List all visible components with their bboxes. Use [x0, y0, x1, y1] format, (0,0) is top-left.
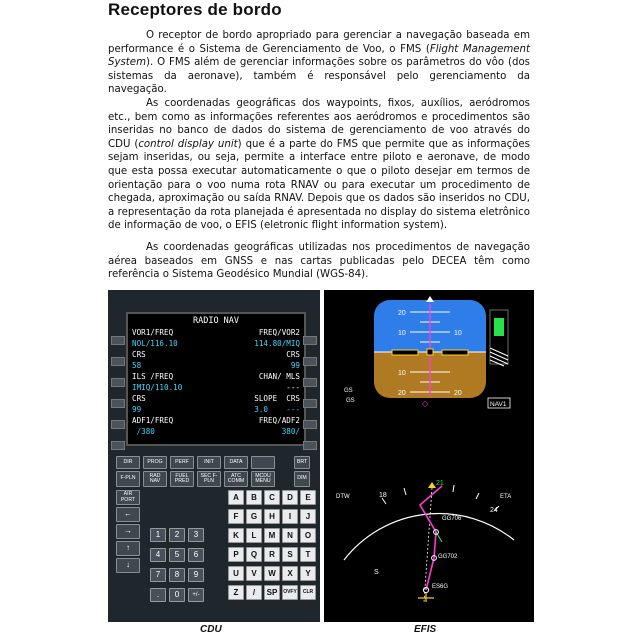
cdu-line-right: CHAN/ MLS	[258, 372, 300, 381]
line-select-key-right[interactable]	[303, 399, 317, 408]
arrow-key-icon[interactable]: →	[116, 524, 140, 539]
heading-label: S	[374, 569, 379, 576]
numeric-key[interactable]: 5	[169, 548, 185, 562]
alpha-key[interactable]: R	[264, 547, 280, 562]
function-key[interactable]: RAD NAV	[143, 471, 167, 487]
cdu-line-left: IMIQ/110.10	[132, 383, 183, 392]
gs-label: GS	[346, 398, 355, 404]
alpha-key[interactable]: I	[282, 509, 298, 524]
alpha-key[interactable]: K	[228, 528, 244, 543]
numeric-key[interactable]: 4	[150, 548, 166, 562]
pitch-label: 10	[398, 370, 406, 377]
pitch-label: 20	[454, 390, 462, 397]
cdu-line-left: NOL/116.10	[132, 339, 178, 348]
paragraph-run: control display unit	[138, 138, 238, 150]
alpha-key[interactable]: F	[228, 509, 244, 524]
paragraph-run: ). O FMS além de gerenciar informações sobre os parâmetros do vôo (dos sistemas da aeronave), também é responsável pelo gerenciamento da navegação.	[108, 57, 530, 96]
line-select-key-right[interactable]	[303, 441, 317, 450]
cdu-line-right: 380/	[281, 427, 300, 436]
cdu-line-left: ADF1/FREQ	[132, 416, 174, 425]
cdu-line-right: FREQ/ADF2	[258, 416, 300, 425]
function-key[interactable]: DIM	[294, 471, 310, 487]
alpha-key[interactable]: CLR	[300, 585, 316, 600]
alpha-key[interactable]: O	[300, 528, 316, 543]
alpha-key[interactable]: T	[300, 547, 316, 562]
alpha-key[interactable]: N	[282, 528, 298, 543]
svg-text:◇: ◇	[422, 399, 429, 408]
line-select-key-right[interactable]	[303, 336, 317, 345]
cdu-line-left: /380	[132, 427, 155, 436]
alpha-key[interactable]: P	[228, 547, 244, 562]
alpha-key[interactable]: Y	[300, 566, 316, 581]
alpha-key[interactable]: OVFY	[282, 585, 298, 600]
numeric-key[interactable]: 6	[188, 548, 204, 562]
cdu-line-right: 3.0 ---	[254, 405, 300, 414]
cdu-line-left: 58	[132, 361, 142, 370]
arrow-key-icon[interactable]: ↑	[116, 541, 140, 556]
alpha-key[interactable]: A	[228, 490, 244, 505]
numeric-key[interactable]: 9	[188, 568, 204, 582]
heading-label: 21	[436, 480, 444, 487]
cdu-screen	[126, 312, 306, 446]
cdu-screen-title: RADIO NAV	[192, 316, 240, 326]
paragraph-run: As coordenadas geográficas dos waypoints, fixos, auxílios, aeródromos etc., bem como as informações referentes aos aeródromos e procedimentos são inseridas no banco de dados do sistema de gerenciamento de voo através do CDU (	[108, 98, 530, 150]
waypoint-label: GG706	[442, 516, 462, 522]
navigation-display	[344, 482, 514, 602]
numeric-key[interactable]: 7	[150, 568, 166, 582]
function-key[interactable]: DATA	[224, 456, 248, 469]
pitch-label: 20	[398, 390, 406, 397]
alpha-key[interactable]: J	[300, 509, 316, 524]
function-key[interactable]: MCDU MENU	[251, 471, 275, 487]
alpha-key[interactable]: S	[282, 547, 298, 562]
paragraph-wgs84	[108, 241, 530, 282]
alpha-key[interactable]: L	[246, 528, 262, 543]
gs-label: GS	[344, 388, 353, 394]
alpha-key[interactable]: X	[282, 566, 298, 581]
numeric-key[interactable]: 2	[169, 528, 185, 542]
numeric-key[interactable]: 3	[188, 528, 204, 542]
alpha-key[interactable]: B	[246, 490, 262, 505]
heading-label: 24	[490, 507, 498, 514]
pitch-label: 10	[454, 330, 462, 337]
waypoint-label: ES6G	[432, 584, 449, 590]
alpha-key[interactable]: M	[264, 528, 280, 543]
alpha-key[interactable]: SP	[264, 585, 280, 600]
alpha-key[interactable]: U	[228, 566, 244, 581]
efis-figure	[324, 290, 534, 622]
numeric-key[interactable]: 8	[169, 568, 185, 582]
line-select-key-left[interactable]	[111, 399, 125, 408]
cdu-line-right: 99	[290, 361, 300, 370]
line-select-key-left[interactable]	[111, 378, 125, 387]
alpha-key[interactable]: G	[246, 509, 262, 524]
cdu-line-left: VOR1/FREQ	[132, 328, 174, 337]
cdu-line-right: CRS	[286, 350, 300, 359]
alpha-key[interactable]: C	[264, 490, 280, 505]
cdu-line-left: 99	[132, 405, 142, 414]
function-key[interactable]: DIR	[116, 456, 140, 469]
line-select-key-left[interactable]	[111, 357, 125, 366]
nav1-label: NAV1	[490, 401, 507, 408]
eta-label: ETA	[500, 494, 512, 500]
alpha-key[interactable]: W	[264, 566, 280, 581]
numeric-key[interactable]: +/-	[188, 588, 204, 602]
function-key[interactable]: PROG	[143, 456, 167, 469]
cdu-line-left: CRS	[132, 394, 146, 403]
aircraft-symbol	[392, 349, 468, 355]
efis-svg	[324, 290, 534, 622]
page-title: Receptores de bordo	[108, 0, 282, 19]
line-select-key-left[interactable]	[111, 420, 125, 429]
paragraph-fms	[108, 29, 530, 97]
waypoint-label: GG702	[438, 554, 458, 560]
function-key[interactable]: INIT	[197, 456, 221, 469]
cdu-line-right: SLOPE CRS	[254, 394, 300, 403]
line-select-key-left[interactable]	[111, 441, 125, 450]
arrow-key-icon[interactable]: ↓	[116, 558, 140, 573]
function-key[interactable]	[251, 456, 275, 469]
function-key[interactable]: BRT	[294, 456, 310, 469]
line-select-key-right[interactable]	[303, 420, 317, 429]
alpha-key[interactable]: H	[264, 509, 280, 524]
alpha-key[interactable]: E	[300, 490, 316, 505]
cdu-line-left: CRS	[132, 350, 146, 359]
attitude-indicator	[364, 290, 504, 412]
dtw-label: DTW	[336, 494, 350, 500]
cdu-figure	[108, 290, 320, 622]
function-key[interactable]: SEC F-PLN	[197, 471, 221, 487]
alpha-key[interactable]: D	[282, 490, 298, 505]
alpha-key[interactable]: /	[246, 585, 262, 600]
line-select-key-right[interactable]	[303, 357, 317, 366]
cdu-caption: CDU	[200, 624, 222, 635]
numeric-key[interactable]: .	[150, 588, 166, 602]
alpha-key[interactable]: Z	[228, 585, 244, 600]
line-select-key-left[interactable]	[111, 336, 125, 345]
pitch-label: 10	[398, 330, 406, 337]
function-key[interactable]: ATC COMM	[224, 471, 248, 487]
function-key[interactable]: PERF	[170, 456, 194, 469]
cdu-line-left: ILS /FREQ	[132, 372, 174, 381]
cdu-line-right: ---	[286, 383, 300, 392]
function-key[interactable]: FUEL PRED	[170, 471, 194, 487]
pitch-label: 20	[398, 310, 406, 317]
alpha-key[interactable]: Q	[246, 547, 262, 562]
efis-caption: EFIS	[414, 624, 437, 635]
line-select-key-right[interactable]	[303, 378, 317, 387]
cdu-line-right: 114.80/MIQ	[254, 339, 300, 348]
airport-key[interactable]: AIR PORT	[116, 490, 140, 505]
alpha-key[interactable]: V	[246, 566, 262, 581]
paragraph-run: ) que é a parte do FMS que permite que as informações sejam inseridas, ou seja, permite a interface entre piloto e aeronave, de modo que esta possa executar automaticamente o que o piloto desejar em termos de orientação para o voo numa rota RNAV ou para executar um procedimento de chegada, aproximação ou saída RNAV. Depois que os dados são inseridos no CDU, a representação da rota planejada é apresentada no display do sistema eletrônico de informação de voo, o EFIS (eletronic flight information system).	[108, 138, 530, 232]
paragraph-run: Flight Management System	[108, 43, 530, 69]
cdu-line-right: FREQ/VOR2	[258, 328, 300, 337]
paragraph-cdu	[108, 97, 530, 233]
numeric-key[interactable]: 0	[169, 588, 185, 602]
paragraph-run: As coordenadas geográficas utilizadas nos procedimentos de navegação aérea baseados em GNSS e nas cartas publicadas pelo DECEA têm como referência o Sistema Geodésico Mundial (WGS-84).	[108, 242, 530, 281]
function-key[interactable]: F-PLN	[116, 471, 140, 487]
heading-label: 18	[379, 492, 387, 499]
numeric-key[interactable]: 1	[150, 528, 166, 542]
arrow-key-icon[interactable]: ←	[116, 507, 140, 522]
roll-pointer	[426, 296, 434, 302]
paragraph-run: O receptor de bordo apropriado para gerenciar a navegação baseada em performance é o Sistema de Gerenciamento de Voo, o FMS (	[108, 30, 530, 55]
